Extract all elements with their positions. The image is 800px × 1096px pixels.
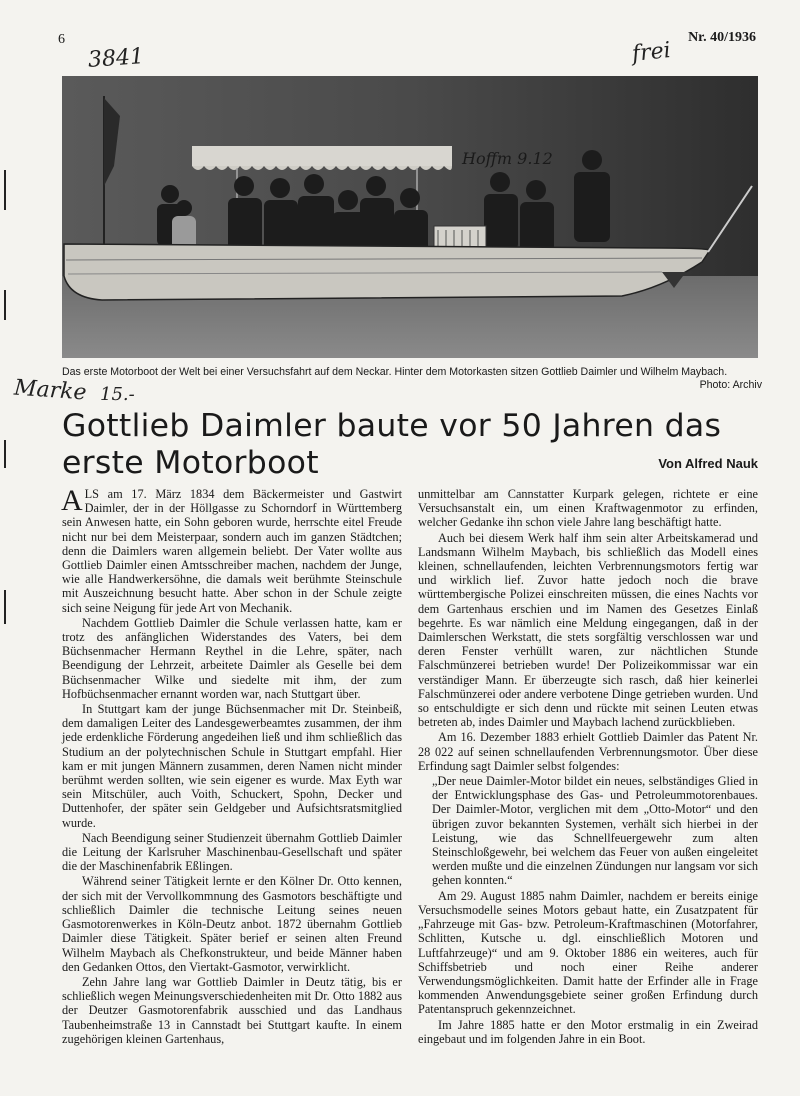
- paragraph: In Stuttgart kam der junge Büchsenmacher mit Dr. Steinbeiß, dem damaligen Leiter des Landesgewerbeamtes zusammen, der ihm jede erdenkliche Förderung angedeihen ließ und ihm schließlich das Studium an der polytechnischen Schule in Stuttgart empfahl. Hier kam er mit jungen Männern zusammen, deren Namen nicht minder berühmt werden sollten, wie sein eigener es wurde. Max Eyth war sein Mitschüler, auch Voith, Schuckert, Spohn, Decker und Duttenhofer, der später sein Geldgeber und Aufsichtsratsmitglied wurde.: [62, 702, 402, 830]
- paragraph: Am 16. Dezember 1883 erhielt Gottlieb Daimler das Patent Nr. 28 022 auf seinen schnellaufenden Verbrennungsmotor. Über diese Erfindung sagt Daimler selbst folgendes:: [418, 730, 758, 773]
- handwritten-note-price: 15.-: [100, 384, 135, 405]
- paragraph: Im Jahre 1885 hatte er den Motor erstmalig in ein Zweirad eingebaut und im folgenden Jahre in ein Boot.: [418, 1017, 758, 1046]
- page-number: 6: [58, 32, 65, 47]
- handwritten-note-number: 3841: [87, 44, 145, 73]
- photo-handwriting: Hoffm 9.12: [462, 149, 553, 168]
- article-column-left: [61, 484, 402, 1046]
- margin-mark: [4, 440, 6, 468]
- paragraph: ALS am 17. März 1834 dem Bäckermeister und Gastwirt Daimler, der in der Höllgasse zu Schorndorf in Württemberg sein Anwesen hatte, ein Sohn geboren wurde, herrschte eitel Freude nicht nur bei dem Meisterpaar, sondern auch im ganzen Städtchen; denn die Daimlers waren allgemein beliebt. Der Vater wollte aus Gottlieb Daimler einen Amtsschreiber machen, nachdem der Junge, wie alle Handwerkersöhne, die damals weit berühmte Steinschule mit Auszeichnung besucht hatte. Aber schon in der Schule zeigte sich seine Neigung für jede Art von Mechanik.: [61, 484, 402, 615]
- motorboat-photo: [62, 76, 758, 358]
- handwritten-note-marke: Marke: [13, 375, 88, 406]
- paragraph: Während seiner Tätigkeit lernte er den Kölner Dr. Otto kennen, der sich mit der Vervollkommnung des Gasmotors beschäftigte und schließlich Daimler die technische Leitung seines neuen Gasmotorenwerkes in Köln-Deutz anbot. 1872 übernahm Gottlieb Daimler diese Tätigkeit. Später berief er seinen alten Freund Wilhelm Maybach als Chefkonstrukteur, und beide Männer haben den Gedanken Ottos, den Viertakt-Gasmotor, verwirklicht.: [62, 874, 402, 974]
- photo-credit: Photo: Archiv: [699, 379, 762, 391]
- drop-cap: A: [61, 484, 83, 517]
- paragraph: Auch bei diesem Werk half ihm sein alter Arbeitskamerad und Landsmann Wilhelm Maybach, bis schließlich das Modell eines kleinen, schnellaufenden, leichten Verbrennungsmotors fertig war und wirklich lief. Zuvor hatte jedoch noch die brave württembergische Polizei einschreiten müssen, die eines Nachts vor dem Gartenhaus erschien und im Namen des Gesetzes Einlaß begehrte. Es war nämlich eine Meldung eingegangen, daß in der Daimlerschen Werkstatt, die stets sorgfältig verschlossen war und deren Fenster verhüllt waren, zur nächtlichen Stunde Falschmünzerei betrieben wurde! Der Polizeikommissar war ein verständiger Mann. Er überzeugte sich rasch, daß hier keinerlei Falschmünzerei oder andere verbotene Dinge getrieben wurden. Und so entschuldigte er sich denn und rückte mit seinen Leuten etwas betreten ab, indes Daimler und Maybach lachend zurückblieben.: [418, 530, 758, 730]
- margin-mark: [4, 290, 6, 320]
- issue-number: Nr. 40/1936: [688, 30, 756, 45]
- handwritten-note-frei: frei: [630, 38, 672, 67]
- article-byline: Von Alfred Nauk: [658, 456, 758, 471]
- margin-mark: [4, 590, 6, 624]
- article-headline: Gottlieb Daimler baute vor 50 Jahren das erste Motorboot: [62, 408, 722, 481]
- paragraph: Nachdem Gottlieb Daimler die Schule verlassen hatte, kam er trotz des anfänglichen Widerstandes des Vaters, bei dem Büchsenmacher Hermann Reythel in die Lehre, später, nach Beendigung der Lehrzeit, arbeitete Daimler als Geselle bei dem Büchsenmacher Wilke und siedelte mit ihm, der zum Hofbüchsenmacher ernannt worden war, nach Stuttgart über.: [62, 615, 402, 701]
- paragraph: Zehn Jahre lang war Gottlieb Daimler in Deutz tätig, bis er schließlich wegen Meinungsverschiedenheiten mit Dr. Otto 1882 aus der Deutzer Gasmotorenfabrik ausschied und das Landhaus Taubenheimstraße 13 in Cannstadt bei Stuttgart kaufte. In einem zugehörigen kleinen Gartenhaus,: [62, 974, 402, 1046]
- daimler-quote: „Der neue Daimler-Motor bildet ein neues, selbständiges Glied in der Entwicklungsphase des Gas- und Petroleummotorenbaues. Der Daimler-Motor, verglichen mit dem „Otto-Motor“ und den übrigen zuvor bekannten Systemen, verhält sich hierbei in der Leistung, wie das Schnellfeuergewehr zum alten Steinschloßgewehr, bei welchem das Feuer von außen eingeleitet werden mußte und die einzelnen Zündungen nur langsam vor sich gehen konnten.“: [432, 774, 758, 888]
- paragraph: unmittelbar am Cannstatter Kurpark gelegen, richtete er eine Versuchsanstalt ein, um einen Kraftwagenmotor zu erfinden, welcher Gedanke ihn schon viele Jahre lang beschäftigt hatte.: [418, 487, 758, 530]
- paragraph: Am 29. August 1885 nahm Daimler, nachdem er bereits einige Versuchsmodelle seines Motors gebaut hatte, ein Zusatzpatent für „Fahrzeuge mit Gas- bzw. Petroleum-Kraftmaschinen (Motorfahrer, Schlitten, Kutsche u. dgl. einschließlich Motoren und Luftfahrzeuge)“ und am 9. Oktober 1886 ein weiteres, auch für Schiffsbetrieb und noch einer Reihe anderer Verwendungsmöglichkeiten. Damit hatte der Erfinder alle in Frage kommenden Anwendungsgebiete seiner großen Erfindung durch Patentanspruch gekennzeichnet.: [418, 888, 758, 1017]
- paragraph: Nach Beendigung seiner Studienzeit übernahm Gottlieb Daimler die Leitung der Karlsruher Maschinenbau-Gesellschaft und später die der Maschinenfabrik Eßlingen.: [62, 830, 402, 874]
- margin-mark: [4, 170, 6, 210]
- photo-caption: Das erste Motorboot der Welt bei einer Versuchsfahrt auf dem Neckar. Hinter dem Motorkasten sitzen Gottlieb Daimler und Wilhelm Maybach.: [62, 366, 728, 378]
- article-column-right: [418, 487, 758, 1046]
